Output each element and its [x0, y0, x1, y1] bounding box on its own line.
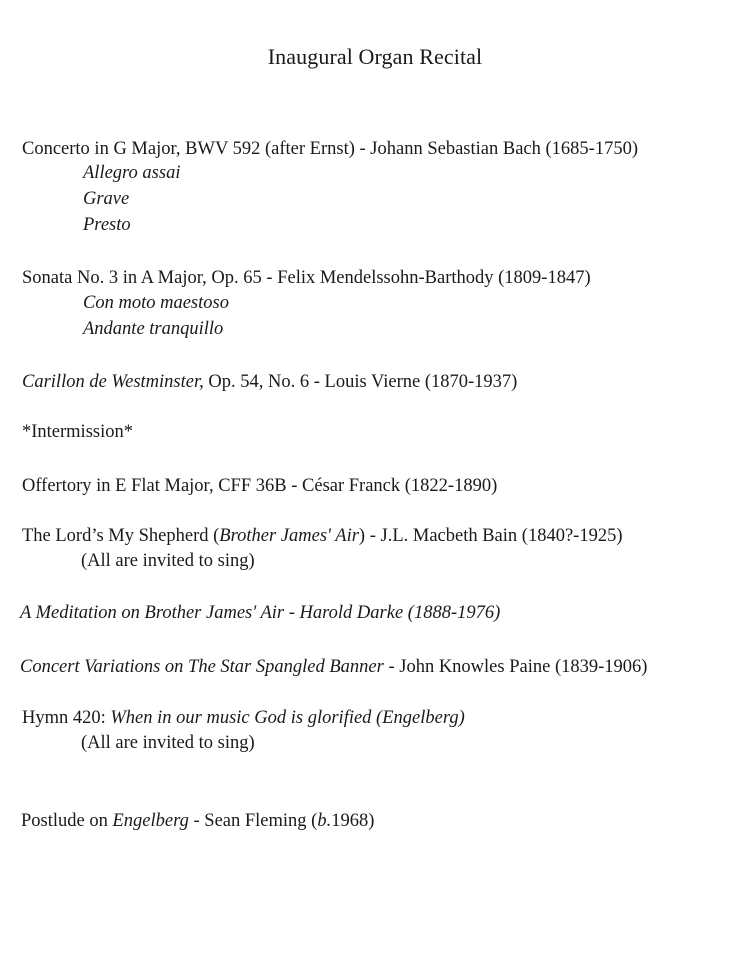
work-title: Offertory in E Flat Major, CFF 36B — [22, 476, 287, 496]
intermission: *Intermission* — [22, 422, 133, 442]
movement: Grave — [83, 189, 130, 209]
movement: Allegro assai — [83, 163, 181, 183]
composer: Felix Mendelssohn-Barthody (1809-1847) — [277, 268, 591, 288]
program-item-mendelssohn: Sonata No. 3 in A Major, Op. 65 - Felix Mendelssohn-Barthody (1809-1847) — [22, 268, 591, 288]
composer: César Franck (1822-1890) — [302, 476, 498, 496]
work-title: Sonata No. 3 in A Major, Op. 65 — [22, 268, 262, 288]
work-title: Concerto in G Major, BWV 592 (after Ernst) — [22, 139, 355, 159]
sing-note: (All are invited to sing) — [81, 551, 255, 571]
work-title: Engelberg — [112, 811, 189, 831]
program-item-paine: Concert Variations on The Star Spangled Banner - John Knowles Paine (1839-1906) — [20, 657, 648, 677]
work-title: Brother James' Air — [219, 526, 359, 546]
program-item-darke: A Meditation on Brother James' Air - Harold Darke (1888-1976) — [20, 603, 501, 623]
work-title: Concert Variations on The Star Spangled Banner — [20, 657, 384, 677]
sing-note: (All are invited to sing) — [81, 733, 255, 753]
page-title: Inaugural Organ Recital — [267, 44, 483, 69]
movement: Presto — [83, 215, 131, 235]
program-item-franck: Offertory in E Flat Major, CFF 36B - César Franck (1822-1890) — [22, 476, 498, 496]
composer: J.L. Macbeth Bain (1840?-1925) — [380, 526, 623, 546]
composer: Johann Sebastian Bach (1685-1750) — [370, 139, 638, 159]
program-item-bach: Concerto in G Major, BWV 592 (after Ernst) - Johann Sebastian Bach (1685-1750) — [22, 139, 638, 159]
work-title: Carillon de Westminster, — [22, 372, 204, 392]
hymn-label: Hymn 420: — [22, 708, 111, 728]
composer: Louis Vierne (1870-1937) — [324, 372, 518, 392]
hymn-title: When in our music God is glorified (Engelberg) — [110, 708, 465, 728]
movement: Con moto maestoso — [83, 293, 229, 313]
program-item-bain: The Lord’s My Shepherd (Brother James' Air) - J.L. Macbeth Bain (1840?-1925) — [22, 526, 623, 546]
program-item-vierne: Carillon de Westminster, Op. 54, No. 6 - Louis Vierne (1870-1937) — [22, 372, 518, 392]
composer: John Knowles Paine (1839-1906) — [399, 657, 648, 677]
program-item-hymn — [22, 709, 465, 728]
program-item-fleming: Postlude on Engelberg - Sean Fleming (b.1968) — [21, 811, 375, 831]
movement: Andante tranquillo — [83, 319, 224, 339]
